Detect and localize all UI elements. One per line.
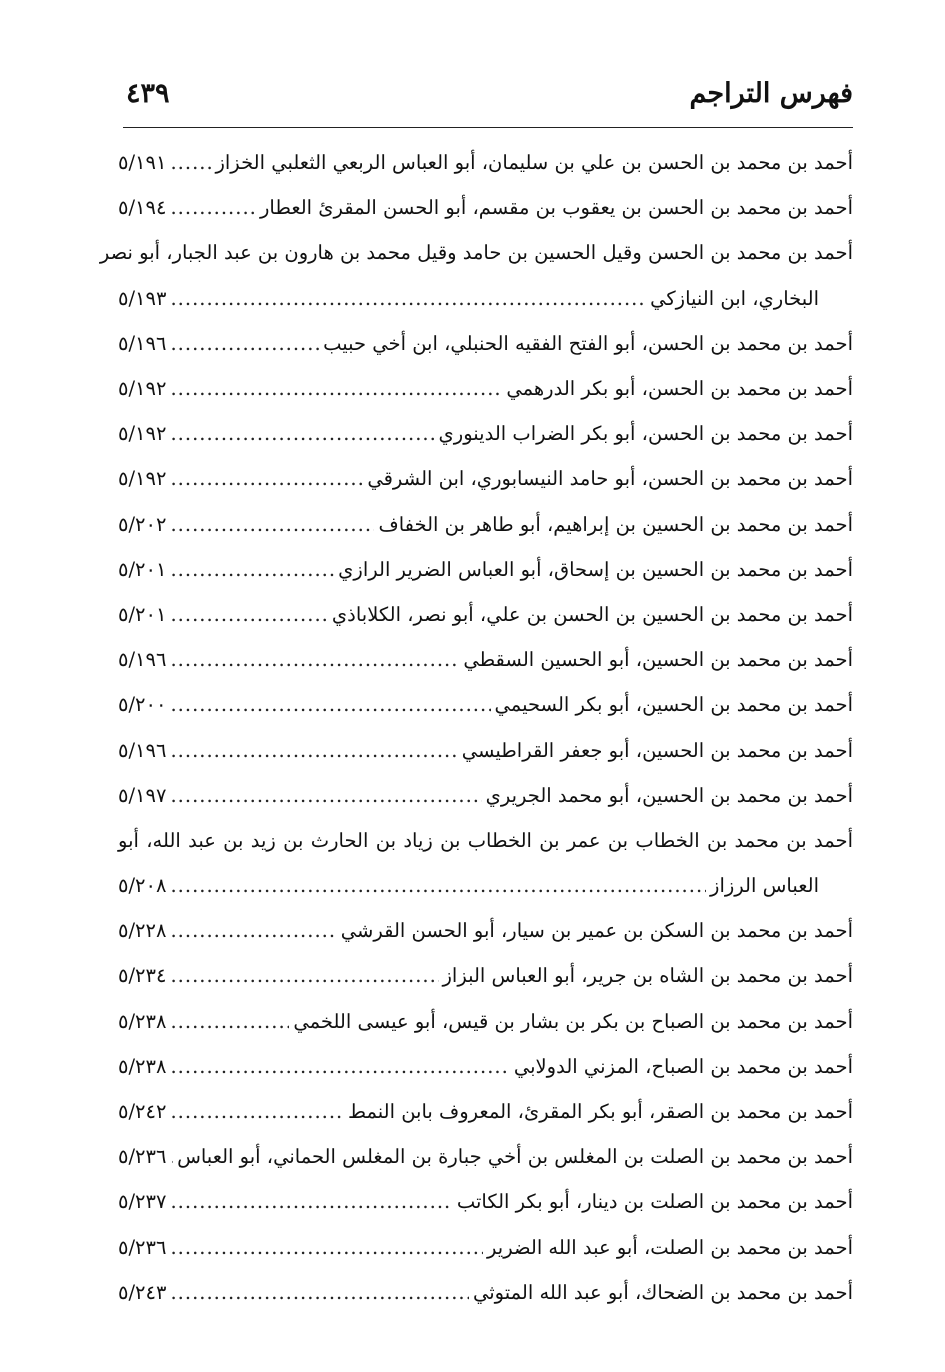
volume-page-ref: ٥/١٩٣ — [118, 286, 167, 310]
entry-line — [118, 592, 853, 637]
leader-dots — [170, 1044, 509, 1089]
leader-dots — [170, 321, 319, 366]
entry-name: أحمد بن محمد بن الحسن، أبو بكر الدرهمي — [506, 377, 853, 401]
leader-dots — [170, 773, 481, 818]
entry-name: أحمد بن محمد بن الخطاب بن عمر بن الخطاب بن زياد بن الحارث بن زيد بن عبد الله، أبو — [118, 828, 853, 852]
entry-line — [118, 456, 853, 501]
entry-line — [118, 727, 853, 772]
entry-line — [118, 908, 853, 953]
volume-page-ref: ٥/١٩٦ — [118, 738, 167, 762]
volume-page-ref: ٥/٢٣٦ — [118, 1145, 167, 1169]
entry-line — [118, 1179, 853, 1224]
index-entry — [118, 727, 853, 772]
leader-dots — [170, 456, 363, 501]
entry-name: أحمد بن محمد بن الحسين بن إسحاق، أبو العباس الضرير الرازي — [338, 557, 853, 581]
entry-line — [99, 230, 853, 275]
entry-line — [118, 502, 853, 547]
entry-line — [118, 547, 853, 592]
volume-page-ref: ٥/٢٠١ — [118, 602, 167, 626]
entry-line — [118, 321, 853, 366]
index-entry — [118, 592, 853, 637]
volume-page-ref: ٥/٢٤٣ — [118, 1280, 167, 1304]
index-entry — [118, 818, 853, 908]
index-entry — [118, 1179, 853, 1224]
index-entry — [118, 321, 853, 366]
entry-line — [118, 999, 853, 1044]
leader-dots — [170, 411, 434, 456]
volume-page-ref: ٥/٢٣٨ — [118, 1009, 167, 1033]
leader-dots — [170, 547, 334, 592]
volume-page-ref: ٥/٢٣٦ — [118, 1235, 167, 1259]
volume-page-ref: ٥/١٩٢ — [118, 467, 167, 491]
index-entry — [118, 682, 853, 727]
entry-name: أحمد بن محمد بن الحسن وقيل الحسين بن حامد وقيل محمد بن هارون بن عبد الجبار، أبو نصر — [99, 241, 853, 265]
entry-name-continuation: البخاري، ابن النيازكي — [650, 286, 819, 310]
header-rule — [123, 127, 853, 128]
index-entry — [118, 953, 853, 998]
entry-continuation-line — [118, 276, 853, 321]
entry-line — [118, 953, 853, 998]
entry-name: أحمد بن محمد بن الحسن، أبو بكر الضراب الدينوري — [438, 422, 853, 446]
leader-dots — [170, 366, 502, 411]
volume-page-ref: ٥/٢٠١ — [118, 557, 167, 581]
entry-line — [118, 682, 853, 727]
entry-line — [118, 818, 853, 863]
entry-line — [118, 773, 853, 818]
volume-page-ref: ٥/٢٣٤ — [118, 964, 167, 988]
volume-page-ref: ٥/٢٠٠ — [118, 693, 167, 717]
index-entry — [118, 1270, 853, 1315]
entry-name: أحمد بن محمد بن الحسن، أبو حامد النيسابوري، ابن الشرقي — [367, 467, 853, 491]
index-entry — [118, 1044, 853, 1089]
index-entry — [118, 773, 853, 818]
index-entry — [118, 1225, 853, 1270]
entry-name: أحمد بن محمد بن الصلت بن دينار، أبو بكر الكاتب — [456, 1190, 853, 1214]
volume-page-ref: ٥/٢٠٢ — [118, 512, 167, 536]
entry-line — [118, 1134, 853, 1179]
entry-name: أحمد بن محمد بن الحسين، أبو محمد الجريري — [485, 783, 853, 807]
volume-page-ref: ٥/١٩٤ — [118, 196, 167, 220]
leader-dots — [170, 502, 374, 547]
leader-dots — [170, 1270, 469, 1315]
index-entry — [99, 230, 853, 320]
leader-dots — [170, 728, 457, 773]
entry-continuation-line — [118, 863, 853, 908]
index-entry — [118, 1089, 853, 1134]
entry-name: أحمد بن محمد بن الحسين، أبو بكر السحيمي — [494, 693, 853, 717]
index-entry — [118, 140, 853, 185]
leader-dots — [170, 276, 646, 321]
volume-page-ref: ٥/٢٣٨ — [118, 1054, 167, 1078]
leader-dots — [170, 863, 706, 908]
index-entry — [118, 547, 853, 592]
leader-dots — [170, 592, 327, 637]
running-title: فهرس التراجم — [689, 78, 853, 109]
volume-page-ref: ٥/١٩٢ — [118, 422, 167, 446]
volume-page-ref: ٥/١٩٦ — [118, 648, 167, 672]
entry-name: أحمد بن محمد بن الصقر، أبو بكر المقرئ، المعروف بابن النمط — [347, 1100, 853, 1124]
leader-dots — [170, 1225, 483, 1270]
index-entry — [118, 456, 853, 501]
leader-dots — [170, 1089, 344, 1134]
entry-name: أحمد بن محمد بن الصباح، المزني الدولابي — [513, 1054, 853, 1078]
index-entry — [118, 908, 853, 953]
entry-name: أحمد بن محمد بن الضحاك، أبو عبد الله المتوثي — [472, 1280, 853, 1304]
index-entry — [118, 1134, 853, 1179]
entry-name-continuation: العباس الرزاز — [710, 874, 819, 898]
index-entry — [118, 185, 853, 230]
entry-line — [118, 185, 853, 230]
volume-page-ref: ٥/١٩١ — [118, 151, 167, 175]
entry-line — [118, 637, 853, 682]
entry-name: أحمد بن محمد بن الحسن بن يعقوب بن مقسم، أبو الحسن المقرئ العطار — [259, 196, 853, 220]
entry-line — [118, 1270, 853, 1315]
leader-dots — [170, 1179, 452, 1224]
entry-name: أحمد بن محمد بن الحسين، أبو جعفر القراطيسي — [461, 738, 853, 762]
leader-dots — [170, 1134, 173, 1179]
volume-page-ref: ٥/١٩٦ — [118, 331, 167, 355]
leader-dots — [170, 185, 256, 230]
volume-page-ref: ٥/٢٢٨ — [118, 919, 167, 943]
volume-page-ref: ٥/٢٣٧ — [118, 1190, 167, 1214]
volume-page-ref: ٥/١٩٢ — [118, 377, 167, 401]
entry-name: أحمد بن محمد بن الحسين بن الحسن بن علي، أبو نصر، الكلاباذي — [331, 602, 853, 626]
leader-dots — [170, 682, 490, 727]
entry-name: أحمد بن محمد بن الشاه بن جرير، أبو العباس البزاز — [442, 964, 853, 988]
volume-page-ref: ٥/٢٤٢ — [118, 1100, 167, 1124]
index-entry — [118, 637, 853, 682]
entry-line — [118, 1044, 853, 1089]
volume-page-ref: ٥/٢٠٨ — [118, 874, 167, 898]
entry-name: أحمد بن محمد بن الصلت بن المغلس بن أخي جبارة بن المغلس الحماني، أبو العباس — [177, 1145, 853, 1169]
leader-dots — [170, 140, 211, 185]
volume-page-ref: ٥/١٩٧ — [118, 783, 167, 807]
leader-dots — [170, 953, 438, 998]
entry-line — [118, 1225, 853, 1270]
leader-dots — [170, 999, 289, 1044]
entry-line — [118, 366, 853, 411]
entry-name: أحمد بن محمد بن الحسين بن إبراهيم، أبو طاهر بن الخفاف — [378, 512, 853, 536]
entry-line — [118, 140, 853, 185]
index-entry — [118, 411, 853, 456]
entry-name: أحمد بن محمد بن الحسن بن علي بن سليمان، أبو العباس الربعي الثعلبي الخزاز — [215, 151, 853, 175]
entry-name: أحمد بن محمد بن الحسين، أبو الحسين السقطي — [463, 648, 853, 672]
entry-line — [118, 411, 853, 456]
page-header — [118, 70, 853, 120]
entry-name: أحمد بن محمد بن الصلت، أبو عبد الله الضرير — [487, 1235, 853, 1259]
index-entries — [99, 140, 853, 1315]
index-entry — [118, 366, 853, 411]
leader-dots — [170, 908, 336, 953]
leader-dots — [170, 637, 459, 682]
entry-name: أحمد بن محمد بن الحسن، أبو الفتح الفقيه الحنبلي، ابن أخي حبيب — [323, 331, 853, 355]
index-entry — [118, 502, 853, 547]
entry-name: أحمد بن محمد بن السكن بن عمير بن سيار، أبو الحسن القرشي — [340, 919, 853, 943]
entry-name: أحمد بن محمد بن الصباح بن بكر بن بشار بن قيس، أبو عيسى اللخمي — [293, 1009, 853, 1033]
entry-line — [118, 1089, 853, 1134]
index-entry — [118, 999, 853, 1044]
page-number: ٤٣٩ — [126, 78, 170, 109]
